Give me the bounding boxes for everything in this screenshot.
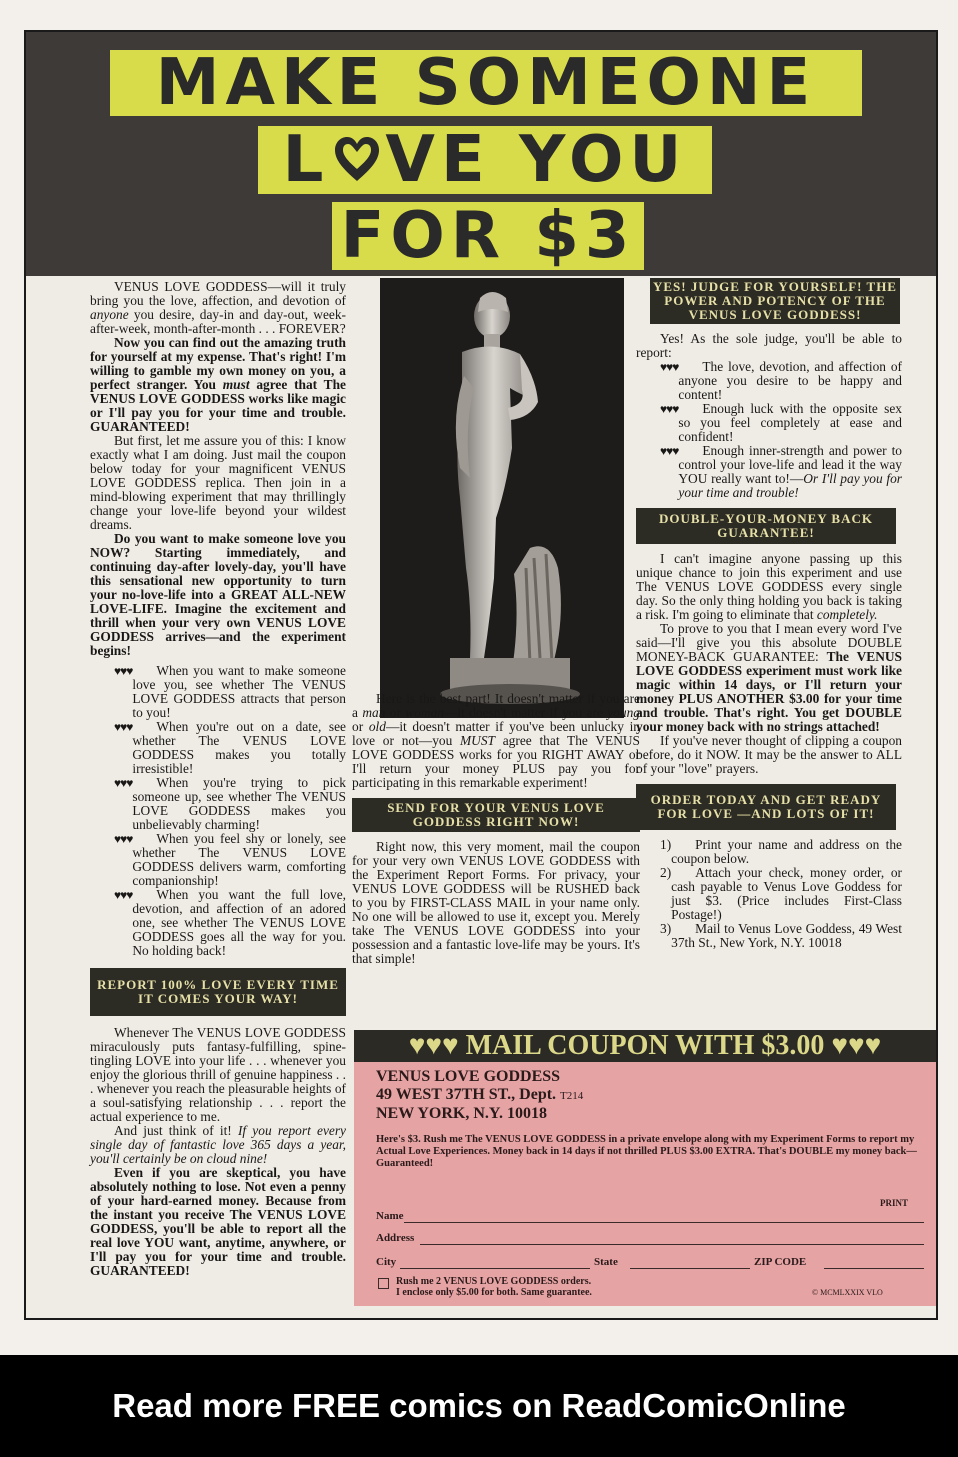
- mid-p1-a: Here is the best part! It doesn't matter if you are a: [352, 691, 640, 720]
- right-bullet-text: The love, devotion, and affection of anyone you desire to be happy and content!: [678, 359, 902, 402]
- right-bullet-text: [678, 444, 902, 500]
- left-paragraph-1: [90, 280, 346, 336]
- coupon-address-street: 49 WEST 37TH ST., Dept.: [376, 1086, 557, 1103]
- order-step: [636, 922, 902, 950]
- hearts-icon: ♥♥♥: [114, 776, 133, 790]
- step-text: Print your name and address on the coupon below.: [671, 837, 902, 866]
- left-bullet-text: When you're out on a date, see whether The VENUS LOVE GODDESS makes you totally irresistible!: [132, 719, 346, 776]
- left-column: [90, 280, 346, 1278]
- report-love-box: REPORT 100% LOVE EVERY TIME IT COMES YOUR WAY!: [90, 968, 346, 1016]
- headline-line-2-end: VE YOU: [385, 123, 688, 197]
- left-bullet-item: [90, 832, 346, 888]
- left-p2-italic: must: [222, 377, 250, 392]
- mid-p1-i1: man: [362, 705, 386, 720]
- left-p1-b: you desire, day-in and day-out, week-after-week, month-after-month . . . FOREVER?: [90, 307, 346, 336]
- mid-p1-f: agree that The VENUS LOVE GODDESS works for you RIGHT AWAY or I'll return your money PLUS pay you for participating in this remarkable experiment!: [352, 733, 640, 790]
- name-label: Name: [376, 1210, 404, 1222]
- step-number: 2): [660, 865, 672, 880]
- left-bullet-text: When you want to make someone love you, see whether The VENUS LOVE GODDESS attracts that person to you!: [132, 663, 346, 720]
- left-p2-b: agree that The VENUS LOVE GODDESS works like magic or I'll pay you for your time and trouble. GUARANTEED!: [90, 377, 346, 434]
- mid-p1-d: or: [352, 719, 369, 734]
- hearts-icon: ♥♥♥: [114, 720, 133, 734]
- right-bullet-item: [636, 402, 902, 444]
- order-coupon: [354, 1030, 936, 1306]
- right-bullet-item: [636, 360, 902, 402]
- print-label: PRINT: [880, 1198, 909, 1208]
- copyright: © MCMLXXIX VLO: [812, 1288, 883, 1297]
- left-bullet-item: [90, 776, 346, 832]
- right-bullet-list: [636, 360, 902, 500]
- coupon-dept-code: T214: [560, 1090, 584, 1102]
- left-bullet-item: [90, 720, 346, 776]
- address-field[interactable]: [420, 1244, 924, 1245]
- coupon-address-line-1: VENUS LOVE GODDESS: [376, 1068, 561, 1085]
- right-paragraph-3: [636, 622, 902, 734]
- left-bullet-text: When you feel shy or lonely, see whether The VENUS LOVE GODDESS delivers warm, comforting companionship!: [132, 831, 346, 888]
- mid-p1-b: or: [385, 705, 406, 720]
- mid-p1-i4: old: [368, 719, 386, 734]
- right-paragraph-2: [636, 552, 902, 622]
- site-footer-banner[interactable]: Read more FREE comics on ReadComicOnline: [0, 1355, 958, 1457]
- left-bullet-text: When you want the full love, devotion, and affection of an adored one, see whether The VENUS LOVE GODDESS goes all the way for you. No holding back!: [132, 887, 346, 958]
- left-paragraph-5: Whenever The VENUS LOVE GODDESS miraculously puts fantasy-fulfilling, spine-tingling LOVE into your life . . . whenever you enjoy the glorious thrill of genuine happiness . . . whenever you reach the pleasurable heights of a soul-satisfying relationship . . . report the actual experience to me.: [90, 1025, 346, 1124]
- left-p6-a: And just think of it!: [114, 1123, 238, 1138]
- double-money-box: DOUBLE-YOUR-MONEY BACK GUARANTEE!: [636, 508, 896, 544]
- middle-column: [352, 692, 640, 966]
- name-field[interactable]: [404, 1222, 924, 1223]
- left-p1-italic: anyone: [90, 307, 129, 322]
- double-order-checkbox[interactable]: [378, 1278, 389, 1289]
- advertisement: [24, 30, 938, 1320]
- left-paragraph-2: [90, 336, 346, 434]
- hearts-icon: ♥♥♥: [114, 832, 133, 846]
- address-label: Address: [376, 1232, 415, 1244]
- left-p2-a: Now you can find out the amazing truth for yourself at my expense. That's right! I'm willing to gamble my own money on you, a perfect stranger. You: [90, 335, 346, 392]
- right-paragraph-4: If you've never thought of clipping a coupon before, do it NOW. It may be the answer to ALL of your "love" prayers.: [636, 733, 902, 776]
- coupon-address: [376, 1068, 583, 1123]
- state-field[interactable]: [630, 1268, 750, 1269]
- step-text: Attach your check, money order, or cash payable to Venus Love Goddess for just $3. (Price includes First-Class Postage!): [671, 865, 902, 922]
- right-bullet-text: Enough luck with the opposite sex so you feel completely at ease and confident!: [678, 401, 902, 444]
- left-p6-italic: If you report every single day of fantastic love 365 days a year, you'll certainly be on cloud nine!: [90, 1123, 346, 1166]
- right-paragraph-1: Yes! As the sole judge, you'll be able to report:: [636, 331, 902, 360]
- mid-p1-i3: young: [607, 705, 640, 720]
- state-label: State: [594, 1256, 618, 1268]
- coupon-offer-text: Here's $3. Rush me The VENUS LOVE GODDESS in a private envelope along with my Experiment Forms to report my Actual Love Experiences. Money back in 14 days if not thrilled PLUS $3.00 EXTRA. That's DOUBLE my money back—Guaranteed!: [376, 1134, 917, 1169]
- hearts-icon: ♥♥♥: [660, 444, 679, 458]
- step-number: 1): [660, 837, 672, 852]
- right-column: [636, 332, 902, 950]
- headline-line-2-start: L: [282, 123, 330, 197]
- left-paragraph-3: But first, let me assure you of this: I know exactly what I am doing. Just mail the coupon below today for your magnificent VENUS LOVE GODDESS replica. Then join in a mind-blowing experiment that may thrillingly change your love-life beyond your wildest dreams.: [90, 433, 346, 532]
- middle-paragraph-1: [352, 692, 640, 790]
- heart-icon: [333, 135, 381, 185]
- send-for-box: SEND FOR YOUR VENUS LOVE GODDESS RIGHT NOW!: [352, 798, 640, 832]
- zip-label: ZIP CODE: [754, 1256, 807, 1268]
- right-p2-italic: completely.: [816, 607, 878, 622]
- venus-statue-photo: [380, 278, 624, 718]
- hearts-icon: ♥♥♥: [114, 888, 133, 902]
- order-step: [636, 866, 902, 922]
- right-bullet-item: [636, 444, 902, 500]
- mid-p1-c: —it doesn't matter if you are: [444, 705, 608, 720]
- left-paragraph-7: Even if you are skeptical, you have absolutely nothing to lose. Not even a penny of your hard-earned money. Because from the instant you receive The VENUS LOVE GODDESS, you'll be able to report all the real love YOU want, anytime, anywhere, or I'll pay you for your time and trouble. GUARANTEED!: [90, 1165, 346, 1278]
- left-p1-a: VENUS LOVE GODDESS—will it truly bring you the love, affection, and devotion of: [90, 279, 346, 308]
- right-p2-a: I can't imagine anyone passing up this unique chance to join this experiment and use The VENUS LOVE GODDESS every single day. So the only thing holding you back is taking a risk. I'm going to eliminate that: [636, 551, 902, 622]
- coupon-address-line-2: [376, 1086, 583, 1105]
- mid-p1-i5: MUST: [460, 733, 495, 748]
- hearts-icon: ♥♥♥: [114, 664, 133, 678]
- step-number: 3): [660, 921, 672, 936]
- mid-p1-e: —it doesn't matter if you've been unlucky in love or not—you: [352, 719, 640, 748]
- left-bullet-item: [90, 888, 346, 958]
- hearts-icon: ♥♥♥: [660, 402, 679, 416]
- statue-illustration: [380, 278, 624, 718]
- left-bullet-item: [90, 664, 346, 720]
- middle-paragraph-2: Right now, this very moment, mail the coupon for your very own VENUS LOVE GODDESS with the Experiment Report Forms. For privacy, your VENUS LOVE GODDESS will be RUSHED back to you by FIRST-CLASS MAIL in your name only. No one will be allowed to use it, except you. Merely take The VENUS LOVE GODDESS into your possession and a fantastic love-life may be yours. It's that simple!: [352, 839, 640, 966]
- option-line-2: I enclose only $5.00 for both. Same guarantee.: [396, 1287, 592, 1298]
- double-order-text: [396, 1276, 592, 1298]
- judge-yourself-box: YES! JUDGE FOR YOURSELF! THE POWER AND POTENCY OF THE VENUS LOVE GODDESS!: [650, 278, 900, 324]
- headline-line-1: MAKE SOMEONE: [110, 50, 862, 116]
- hearts-icon: ♥♥♥: [660, 360, 679, 374]
- city-field[interactable]: [400, 1268, 590, 1269]
- headline-line-3: FOR $3: [332, 202, 644, 270]
- option-line-1: Rush me 2 VENUS LOVE GODDESS orders.: [396, 1276, 592, 1287]
- left-bullet-list: [90, 664, 346, 958]
- order-steps: [636, 838, 902, 950]
- zip-field[interactable]: [824, 1268, 924, 1269]
- coupon-header: ♥♥♥ MAIL COUPON WITH $3.00 ♥♥♥: [354, 1030, 936, 1062]
- coupon-address-line-3: NEW YORK, N.Y. 10018: [376, 1105, 547, 1122]
- left-bullet-text: When you're trying to pick someone up, see whether The VENUS LOVE GODDESS makes you unbelievably charming!: [132, 775, 346, 832]
- right-b3-italic: Or I'll pay you for your time and trouble!: [678, 471, 902, 500]
- right-p3-bold: The VENUS LOVE GODDESS experiment must work like magic within 14 days, or I'll return your money PLUS ANOTHER $3.00 for your time and trouble. That's right. You get DOUBLE your money back with no strings attached!: [636, 649, 902, 734]
- left-paragraph-4: Do you want to make someone love you NOW? Starting immediately, and continuing day-after lovely-day, you'll have this sensational new opportunity to turn your no-love-life into a GREAT ALL-NEW LOVE-LIFE. Imagine the excitement and thrill when your very own VENUS LOVE GODDESS arrives—and the experiment begins!: [90, 531, 346, 658]
- right-b3-a: Enough inner-strength and power to control your love-life and lead it the way YOU really want to!—: [678, 443, 902, 486]
- mid-p1-i2: woman: [405, 705, 444, 720]
- right-p3-a: To prove to you that I mean every word I've said—I'll give you this absolute DOUBLE MONEY-BACK GUARANTEE:: [636, 621, 902, 664]
- order-step: [636, 838, 902, 866]
- step-text: Mail to Venus Love Goddess, 49 West 37th St., New York, N.Y. 10018: [671, 921, 902, 950]
- city-label: City: [376, 1256, 397, 1268]
- order-today-box: ORDER TODAY AND GET READY FOR LOVE —AND LOTS OF IT!: [636, 784, 896, 830]
- coupon-body: [354, 1062, 936, 1306]
- headline-line-2: [258, 123, 712, 197]
- headline-banner: [26, 32, 936, 276]
- left-paragraph-6: [90, 1124, 346, 1166]
